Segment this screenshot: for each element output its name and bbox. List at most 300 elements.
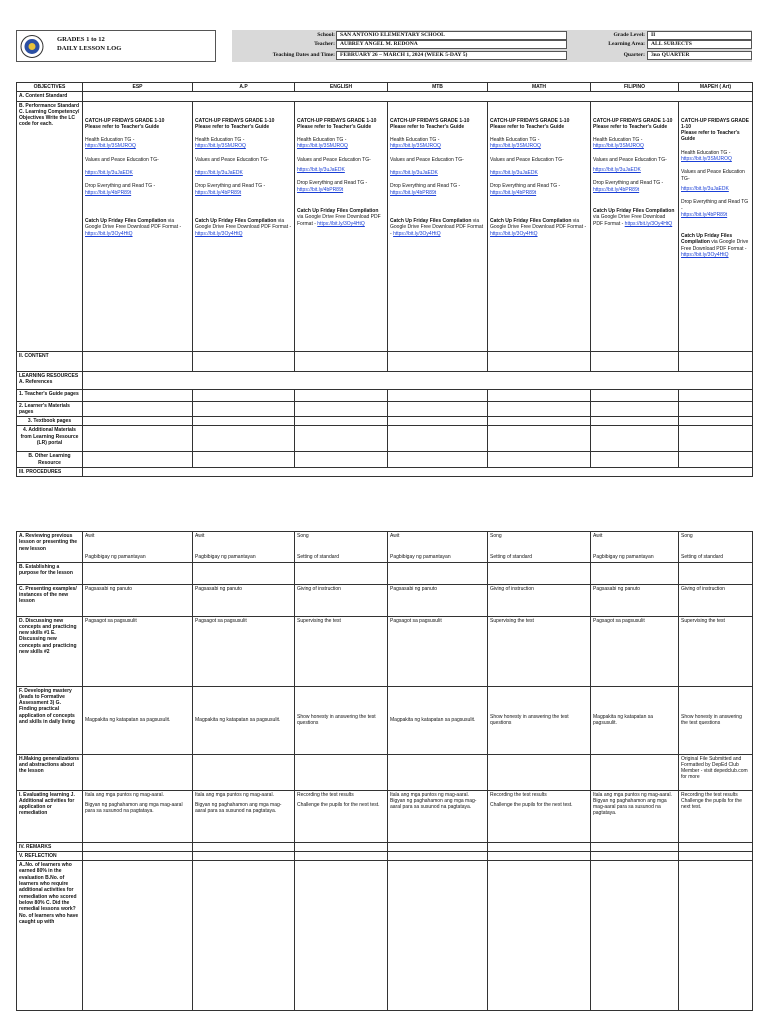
- compilation-rest: via Google Drive Free Download PDF Format -: [490, 217, 587, 231]
- values-tg: Values and Peace Education TG-: [490, 156, 564, 163]
- challenge-text: Challenge the pupils for the next test.: [297, 801, 380, 808]
- reflection-cell: [193, 851, 295, 860]
- please-refer: Please refer to Teacher's Guide: [195, 123, 270, 130]
- drop-tg: Drop Everything and Read TG -: [297, 180, 368, 187]
- health-tg: Health Education TG -: [593, 137, 643, 144]
- esp-objectives-cell: [83, 101, 193, 351]
- header: [16, 30, 752, 62]
- content-cell: [295, 351, 388, 371]
- additional-cell: [83, 426, 193, 452]
- content-standard-cell: [83, 92, 753, 101]
- table-row: [17, 351, 753, 371]
- awit-text: Awit: [195, 533, 205, 539]
- lm-cell: [679, 401, 753, 417]
- health-tg: Health Education TG -: [390, 137, 440, 144]
- itala-text: Itala ang mga puntos ng mag-aaral.: [195, 791, 274, 798]
- tg-cell: [295, 389, 388, 401]
- title-line-2: DAILY LESSON LOG: [57, 45, 122, 52]
- setting-text: Setting of standard: [297, 554, 339, 561]
- please-refer: Please refer to Teacher's Guide: [490, 123, 565, 130]
- header-title: [57, 35, 121, 53]
- challenge-text: Challenge the pupils for the next test.: [490, 801, 573, 808]
- remarks-cell: [295, 842, 388, 851]
- bigyan-text: Bigyan ng paghahamon ang mga mag-aaral para sa susunod na pagtataya.: [195, 801, 282, 815]
- filipino-proc-a: [591, 532, 679, 563]
- itala-text: Itala ang mga puntos ng mag-aaral.: [85, 791, 164, 798]
- compilation-link[interactable]: https://bit.ly/3Oy4HtQ: [195, 230, 243, 237]
- compilation-link[interactable]: https://bit.ly/3Oy4HtQ: [317, 220, 365, 227]
- english-proc-ij: [295, 790, 388, 842]
- remarks-cell: [388, 842, 488, 851]
- ap-proc-d: Pagsagot sa pagsusulit: [193, 616, 295, 686]
- drop-tg: Drop Everything and Read TG -: [195, 183, 266, 190]
- remarks-cell: [488, 842, 591, 851]
- filipino-proc-c: Pagsasabi ng panuto: [591, 584, 679, 616]
- pagbibigay-text: Pagbibigay ng pamantayan: [593, 554, 654, 561]
- catchup-title: CATCH-UP FRIDAYS GRADE 1-10: [681, 117, 749, 130]
- reflection-items-cell: [388, 861, 488, 1011]
- song-text: Song: [490, 533, 502, 539]
- please-refer: Please refer to Teacher's Guide: [390, 123, 465, 130]
- table-row: [17, 389, 753, 401]
- mtb-proc-g: Magpakita ng katapatan sa pagsusulit.: [388, 686, 488, 754]
- please-refer: Please refer to Teacher's Guide: [85, 123, 160, 130]
- title-line-1: GRADES 1 to 12: [57, 36, 105, 43]
- health-tg: Health Education TG -: [85, 137, 135, 144]
- itala-text: Itala ang mga puntos ng mag-aaral.: [593, 791, 672, 798]
- compilation-bold: Catch Up Friday Files Compilation: [593, 207, 675, 214]
- table-row: [17, 532, 753, 563]
- proc-b-cell: [295, 562, 388, 584]
- school-label: School:: [317, 32, 335, 38]
- proc-b-cell: [591, 562, 679, 584]
- reflection-items-label: A..No. of learners who earned 80% in the evaluation B.No. of learners who require additional activities for remediation who scored below 80% C. Did the remedial lessons work? No. of learners who have caught up with: [17, 861, 83, 1011]
- itala-text: Itala ang mga puntos ng mag-aaral.: [390, 791, 469, 798]
- additional-cell: [388, 426, 488, 452]
- drop-link[interactable]: https://bit.ly/4bPR89t: [681, 211, 728, 218]
- compilation-link[interactable]: https://bit.ly/3Oy4HtQ: [624, 220, 673, 227]
- filipino-objectives-cell: [591, 101, 679, 351]
- content-cell: [488, 351, 591, 371]
- proc-h-cell: [591, 754, 679, 790]
- drop-tg: Drop Everything and Read TG -: [681, 199, 749, 212]
- deped-seal-icon: [20, 34, 50, 59]
- dates-value: FEBRUARY 26 – MARCH 1, 2024 (WEEK 5-DAY 5): [336, 51, 567, 60]
- col-mtb: MTB: [388, 83, 488, 92]
- drop-link[interactable]: https://bit.ly/4bPR89t: [195, 189, 242, 196]
- textbook-cell: [388, 417, 488, 426]
- col-esp: ESP: [83, 83, 193, 92]
- reflection-items-cell: [679, 861, 753, 1011]
- lm-cell: [193, 401, 295, 417]
- proc-a-text: A. Reviewing previous lesson or presenting the new lesson: [19, 533, 78, 552]
- awit-text: Awit: [85, 533, 95, 539]
- please-refer: Please refer to Teacher's Guide: [297, 123, 372, 130]
- values-link[interactable]: https://bit.ly/3uJaEDK: [390, 170, 438, 177]
- english-proc-a: [295, 532, 388, 563]
- objectives-table: [16, 82, 753, 477]
- drop-link[interactable]: https://bit.ly/4bPR89t: [390, 189, 437, 196]
- values-link[interactable]: https://bit.ly/3uJaEDK: [297, 167, 345, 174]
- proc-b-cell: [388, 562, 488, 584]
- lm-pages-label: 2. Learner's Materials pages: [17, 401, 83, 417]
- grade-value: II: [647, 31, 752, 40]
- lm-cell: [295, 401, 388, 417]
- compilation-rest: via Google Drive Free Download PDF Format -: [85, 217, 182, 231]
- reflection-items-cell: [295, 861, 388, 1011]
- compilation-rest: via Google Drive Free Download PDF Format -: [390, 217, 484, 237]
- song-text: Song: [297, 533, 309, 539]
- health-link[interactable]: https://bit.ly/3SMJROQ: [390, 143, 441, 150]
- tg-cell: [83, 389, 193, 401]
- procedures-label: III. PROCEDURES: [17, 468, 83, 477]
- catchup-title: CATCH-UP FRIDAYS GRADE 1-10: [490, 117, 570, 124]
- procedures-cell: [83, 468, 753, 477]
- health-tg: Health Education TG -: [297, 137, 347, 144]
- health-tg: Health Education TG -: [195, 137, 245, 144]
- esp-proc-ij: [83, 790, 193, 842]
- additional-cell: [591, 426, 679, 452]
- table-row: [17, 417, 753, 426]
- content-cell: [193, 351, 295, 371]
- remarks-label: IV. REMARKS: [17, 842, 83, 851]
- setting-text: Setting of standard: [681, 554, 723, 561]
- values-link[interactable]: https://bit.ly/3uJaEDK: [195, 170, 243, 177]
- mtb-proc-d: Pagsagot sa pagsusulit: [388, 616, 488, 686]
- reflection-cell: [488, 851, 591, 860]
- header-school-block: [232, 30, 567, 62]
- drop-tg: Drop Everything and Read TG -: [390, 183, 461, 190]
- song-text: Song: [681, 533, 693, 539]
- col-math: MATH: [488, 83, 591, 92]
- reflection-items-cell: [193, 861, 295, 1011]
- esp-proc-d: Pagsagot sa pagsusulit: [83, 616, 193, 686]
- textbook-cell: [679, 417, 753, 426]
- teacher-value: AUBREY ANGEL M. REDONA: [336, 40, 567, 49]
- additional-cell: [679, 426, 753, 452]
- proc-fg-label: F. Developing mastery (leads to Formative Assessment 3) G. Finding practical application of concepts and skills in daily living: [17, 686, 83, 754]
- mtb-proc-a: [388, 532, 488, 563]
- catchup-title: CATCH-UP FRIDAYS GRADE 1-10: [85, 117, 165, 124]
- proc-b-cell: [488, 562, 591, 584]
- proc-h-cell: [295, 754, 388, 790]
- ap-proc-c: Pagsasabi ng panuto: [193, 584, 295, 616]
- quarter-label: Quarter:: [623, 52, 645, 58]
- grade-label: Grade Level:: [613, 32, 645, 38]
- challenge-text: Challenge the pupils for the next test.: [681, 797, 742, 811]
- catchup-title: CATCH-UP FRIDAYS GRADE 1-10: [195, 117, 275, 124]
- compilation-link[interactable]: https://bit.ly/3Oy4HtQ: [393, 230, 441, 237]
- filipino-proc-g: Magpakita ng katapatan sa pagsusulit.: [591, 686, 679, 754]
- english-proc-d: Supervising the test: [295, 616, 388, 686]
- filipino-proc-d: Pagsagot sa pagsusulit: [591, 616, 679, 686]
- content-cell: [591, 351, 679, 371]
- col-objectives: OBJECTIVES: [17, 83, 83, 92]
- lm-cell: [83, 401, 193, 417]
- additional-cell: [488, 426, 591, 452]
- please-refer: Please refer to Teacher's Guide: [593, 123, 668, 130]
- esp-proc-c: Pagsasabi ng panuto: [83, 584, 193, 616]
- reflection-items-cell: [488, 861, 591, 1011]
- values-link[interactable]: https://bit.ly/3uJaEDK: [85, 170, 133, 177]
- english-objectives-cell: [295, 101, 388, 351]
- compilation-text: [490, 218, 588, 237]
- bigyan-text: Bigyan ng paghahamon ang mga mag-aaral para sa susunod na pagtataya.: [390, 797, 477, 811]
- reflection-items-cell: [83, 861, 193, 1011]
- area-value: ALL SUBJECTS: [647, 40, 752, 49]
- compilation-text: [593, 208, 676, 227]
- content-cell: [388, 351, 488, 371]
- learning-resources-cell: [83, 371, 753, 389]
- proc-c-label: C. Presenting examples/ instances of the new lesson: [17, 584, 83, 616]
- catchup-title: CATCH-UP FRIDAYS GRADE 1-10: [390, 117, 470, 124]
- setting-text: Setting of standard: [490, 554, 532, 561]
- proc-h-label: H.Making generalizations and abstractions about the lesson: [17, 754, 83, 790]
- additional-materials-label: 4. Additional Materials from Learning Resource (LR) portal: [17, 426, 83, 452]
- other-cell: [295, 452, 388, 468]
- content-standard-label: A. Content Standard: [17, 92, 83, 101]
- reflection-label: V. REFLECTION: [17, 851, 83, 860]
- health-link[interactable]: https://bit.ly/3SMJROQ: [490, 143, 541, 150]
- procedures-table: [16, 531, 753, 1011]
- recording-text: Recording the test results: [490, 791, 547, 798]
- tg-cell: [193, 389, 295, 401]
- table-row: [17, 616, 753, 686]
- recording-text: Recording the test results: [681, 791, 738, 798]
- mapeh-proc-ij: [679, 790, 753, 842]
- tg-cell: [388, 389, 488, 401]
- table-row: [17, 686, 753, 754]
- content-cell: [679, 351, 753, 371]
- table-row: [17, 401, 753, 417]
- compilation-bold: Catch Up Friday Files Compilation: [297, 207, 379, 214]
- pagbibigay-text: Pagbibigay ng pamantayan: [195, 554, 256, 561]
- textbook-cell: [488, 417, 591, 426]
- textbook-cell: [591, 417, 679, 426]
- lm-cell: [488, 401, 591, 417]
- mapeh-objectives-cell: [679, 101, 753, 351]
- compilation-rest: via Google Drive Free Download PDF Format -: [681, 239, 749, 252]
- bigyan-text: Bigyan ng paghahamon ang mga mag-aaral para sa susunod na pagtataya.: [593, 797, 667, 817]
- learning-resources-label: [17, 371, 83, 389]
- values-tg: Values and Peace Education TG-: [390, 156, 464, 163]
- other-cell: [388, 452, 488, 468]
- english-proc-c: Giving of instruction: [295, 584, 388, 616]
- remarks-cell: [83, 842, 193, 851]
- catchup-title: CATCH-UP FRIDAYS GRADE 1-10: [297, 117, 377, 124]
- recording-text: Recording the test results: [297, 791, 354, 798]
- col-ap: A.P: [193, 83, 295, 92]
- compilation-rest: via Google Drive Free Download PDF Format -: [593, 214, 666, 227]
- quarter-value: 3ʀᴅ QUARTER: [647, 51, 752, 60]
- additional-cell: [193, 426, 295, 452]
- tg-pages-label: 1. Teacher's Guide pages: [17, 389, 83, 401]
- content-label: II. CONTENT: [17, 351, 83, 371]
- esp-proc-a: [83, 532, 193, 563]
- drop-link[interactable]: https://bit.ly/4bPR89t: [490, 189, 537, 196]
- col-mapeh: MAPEH ( Art): [679, 83, 753, 92]
- tg-cell: [591, 389, 679, 401]
- values-tg: Values and Peace Education TG-: [297, 156, 371, 163]
- other-cell: [591, 452, 679, 468]
- proc-b-label: B. Establishing a purpose for the lesson: [17, 562, 83, 584]
- reflection-items-cell: [591, 861, 679, 1011]
- mapeh-proc-a: [679, 532, 753, 563]
- mtb-proc-ij: [388, 790, 488, 842]
- drop-tg: Drop Everything and Read TG -: [85, 183, 156, 190]
- dates-label: Teaching Dates and Time:: [272, 52, 335, 58]
- please-refer: Please refer to Teacher's Guide: [681, 130, 740, 143]
- compilation-link[interactable]: https://bit.ly/3Oy4HtQ: [85, 230, 133, 237]
- original-file-note: Original File Submitted and Formatted by DepEd Club Member - visit depedclub.com for more: [679, 754, 753, 790]
- references-text: A. References: [19, 378, 53, 385]
- drop-tg: Drop Everything and Read TG -: [490, 183, 561, 190]
- math-proc-g: Show honesty in answering the test questions: [488, 686, 591, 754]
- lm-cell: [591, 401, 679, 417]
- awit-text: Awit: [593, 533, 603, 539]
- compilation-link[interactable]: https://bit.ly/3Oy4HtQ: [490, 230, 538, 237]
- mtb-objectives-cell: [388, 101, 488, 351]
- values-tg: Values and Peace Education TG-: [195, 156, 269, 163]
- esp-proc-g: Magpakita ng katapatan sa pagsusulit.: [83, 686, 193, 754]
- proc-a-label: [17, 532, 83, 563]
- remarks-cell: [193, 842, 295, 851]
- mapeh-proc-d: Supervising the test: [679, 616, 753, 686]
- proc-h-cell: [193, 754, 295, 790]
- values-link[interactable]: https://bit.ly/3uJaEDK: [681, 185, 729, 192]
- compilation-bold: Catch Up Friday Files Compilation: [490, 217, 572, 224]
- table-row: [17, 562, 753, 584]
- health-link[interactable]: https://bit.ly/3SMJROQ: [85, 143, 136, 150]
- ap-proc-g: Magpakita ng katapatan sa pagsusulit.: [193, 686, 295, 754]
- other-cell: [488, 452, 591, 468]
- tg-cell: [679, 389, 753, 401]
- column-header-row: [17, 83, 753, 92]
- table-row: [17, 584, 753, 616]
- drop-link[interactable]: https://bit.ly/4bPR89t: [297, 186, 344, 193]
- objectives-label-cell: [17, 101, 83, 351]
- textbook-cell: [295, 417, 388, 426]
- math-proc-d: Supervising the test: [488, 616, 591, 686]
- drop-tg: Drop Everything and Read TG -: [593, 180, 664, 187]
- proc-h-cell: [388, 754, 488, 790]
- performance-standard-label: B. Performance Standard: [19, 102, 80, 109]
- reflection-cell: [295, 851, 388, 860]
- values-tg: Values and Peace Education TG-: [85, 156, 159, 163]
- math-proc-c: Giving of instruction: [488, 584, 591, 616]
- remarks-cell: [679, 842, 753, 851]
- textbook-cell: [83, 417, 193, 426]
- table-row: [17, 861, 753, 1011]
- teacher-label: Teacher:: [314, 41, 335, 47]
- values-link[interactable]: https://bit.ly/3uJaEDK: [490, 170, 538, 177]
- school-value: SAN ANTONIO ELEMENTARY SCHOOL: [336, 31, 567, 40]
- health-link[interactable]: https://bit.ly/3SMJROQ: [593, 143, 644, 150]
- proc-b-cell: [679, 562, 753, 584]
- table-row: [17, 790, 753, 842]
- english-proc-g: Show honesty in answering the test questions: [295, 686, 388, 754]
- other-cell: [679, 452, 753, 468]
- mtb-proc-c: Pagsasabi ng panuto: [388, 584, 488, 616]
- health-link[interactable]: https://bit.ly/3SMJROQ: [297, 143, 348, 150]
- col-english: ENGLISH: [295, 83, 388, 92]
- compilation-bold: Catch Up Friday Files Compilation: [681, 233, 733, 246]
- mapeh-proc-c: Giving of instruction: [679, 584, 753, 616]
- header-title-box: [16, 30, 216, 62]
- catchup-title: CATCH-UP FRIDAYS GRADE 1-10: [593, 117, 673, 124]
- health-tg: Health Education TG -: [490, 137, 540, 144]
- compilation-bold: Catch Up Friday Files Compilation: [390, 217, 472, 224]
- compilation-link[interactable]: https://bit.ly/3Oy4HtQ: [681, 252, 729, 259]
- drop-link[interactable]: https://bit.ly/4bPR89t: [593, 186, 640, 193]
- math-objectives-cell: [488, 101, 591, 351]
- reflection-cell: [591, 851, 679, 860]
- compilation-text: [85, 218, 190, 237]
- proc-de-label: D. Discussing new concepts and practicing new skills #1 E. Discussing new concepts and practicing new skills #2: [17, 616, 83, 686]
- compilation-bold: Catch Up Friday Files Compilation: [85, 217, 167, 224]
- table-row: [17, 754, 753, 790]
- table-row: [17, 101, 753, 351]
- textbook-pages-label: 3. Textbook pages: [17, 417, 83, 426]
- compilation-rest: via Google Drive Free Download PDF Format -: [195, 217, 292, 231]
- values-tg: Values and Peace Education TG-: [593, 156, 667, 163]
- math-proc-ij: [488, 790, 591, 842]
- learning-competency-label: C. Learning Competency/ Objectives Write the LC code for each.: [19, 108, 80, 128]
- col-filipino: FILIPINO: [591, 83, 679, 92]
- compilation-rest: via Google Drive Free Download PDF Format -: [297, 214, 381, 227]
- table-row: [17, 426, 753, 452]
- drop-link[interactable]: https://bit.ly/4bPR89t: [85, 189, 132, 196]
- compilation-text: [681, 233, 750, 258]
- other-cell: [83, 452, 193, 468]
- values-link[interactable]: https://bit.ly/3uJaEDK: [593, 167, 641, 174]
- bigyan-text: Bigyan ng paghahamon ang mga mag-aaral para sa susunod na pagtataya.: [85, 801, 183, 815]
- pagbibigay-text: Pagbibigay ng pamantayan: [85, 554, 146, 561]
- values-tg: Values and Peace Education TG-: [681, 169, 745, 182]
- lm-cell: [388, 401, 488, 417]
- compilation-text: [297, 208, 385, 227]
- reflection-cell: [679, 851, 753, 860]
- compilation-text: [195, 218, 292, 237]
- header-grade-block: [567, 30, 752, 62]
- table-row: [17, 851, 753, 860]
- mapeh-proc-g: Show honesty in answering the test questions: [679, 686, 753, 754]
- proc-b-cell: [193, 562, 295, 584]
- health-link[interactable]: https://bit.ly/3SMJROQ: [195, 143, 246, 150]
- compilation-bold: Catch Up Friday Files Compilation: [195, 217, 277, 224]
- reflection-cell: [388, 851, 488, 860]
- proc-b-cell: [83, 562, 193, 584]
- compilation-text: [390, 218, 485, 237]
- table-row: [17, 452, 753, 468]
- table-row: [17, 92, 753, 101]
- content-cell: [83, 351, 193, 371]
- tg-cell: [488, 389, 591, 401]
- ap-objectives-cell: [193, 101, 295, 351]
- other-resource-label: B. Other Learning Resource: [17, 452, 83, 468]
- health-link[interactable]: https://bit.ly/3SMJROQ: [681, 156, 732, 163]
- learning-resources-text: LEARNING RESOURCES: [19, 372, 79, 379]
- reflection-cell: [83, 851, 193, 860]
- table-row: [17, 842, 753, 851]
- filipino-proc-ij: [591, 790, 679, 842]
- proc-h-cell: [488, 754, 591, 790]
- other-cell: [193, 452, 295, 468]
- table-row: [17, 468, 753, 477]
- additional-cell: [295, 426, 388, 452]
- proc-ij-label: I. Evaluating learning J. Additional activities for application or remediation: [17, 790, 83, 842]
- remarks-cell: [591, 842, 679, 851]
